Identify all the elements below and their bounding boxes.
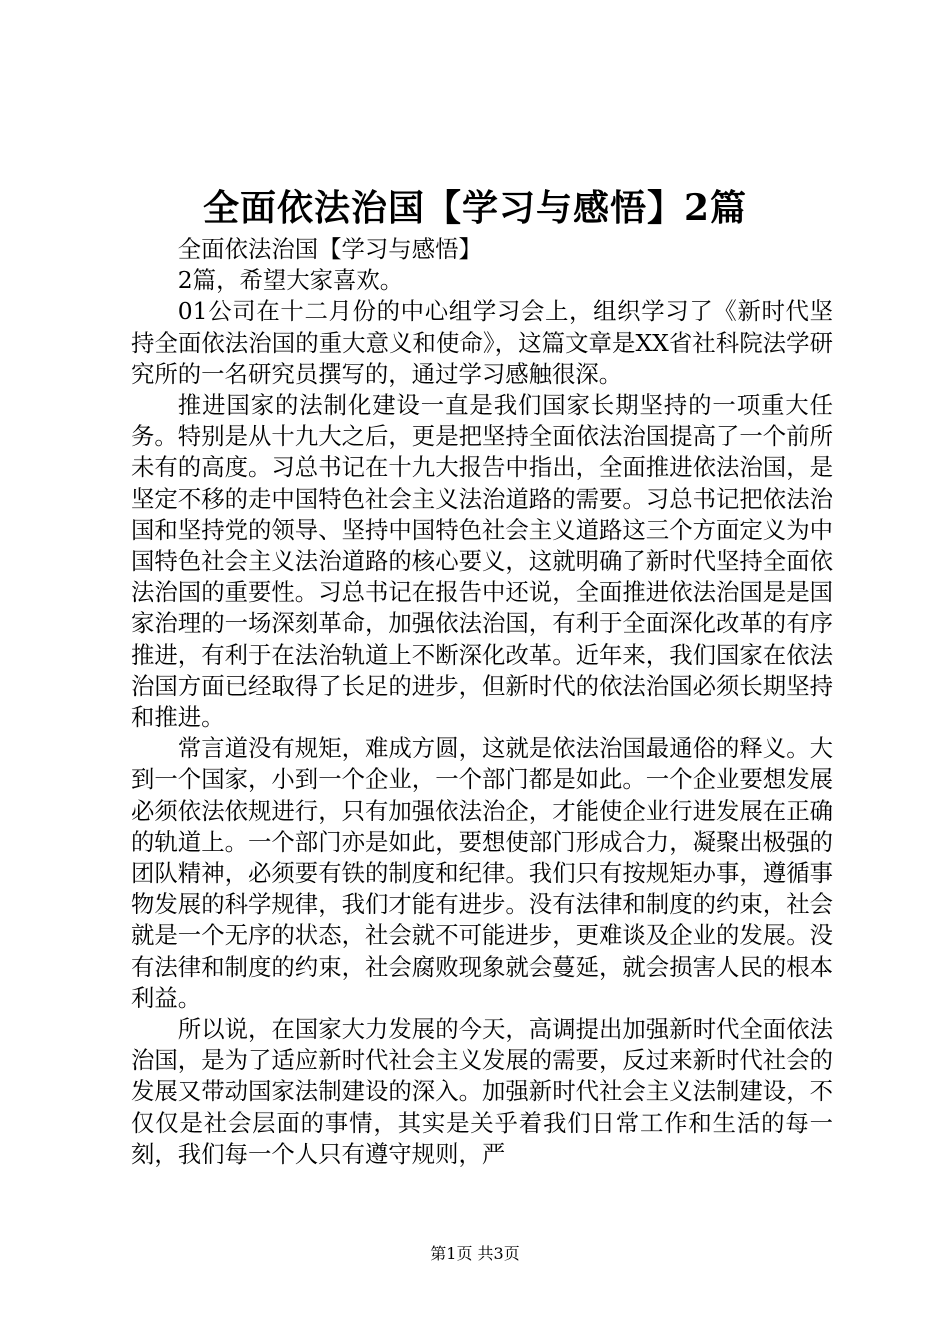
paragraph: 全面依法治国【学习与感悟】 (177, 235, 482, 263)
page-footer: 第1页 共3页 (430, 1244, 520, 1263)
document-body (131, 234, 833, 1170)
paragraph: 01公司在十二月份的中心组学习会上，组织学习了《新时代坚持全面依法治国的重大意义和使命》，这篇文章是XX省社科院法学研究所的一名研究员撰写的，通过学习感触很深。 (131, 297, 833, 388)
paragraph: 所以说，在国家大力发展的今天，高调提出加强新时代全面依法治国，是为了适应新时代社会主义发展的需要，反过来新时代社会的发展又带动国家法制建设的深入。加强新时代社会主义法制建设，不仅仅是社会层面的事情，其实是关乎着我们日常工作和生活的每一刻，我们每一个人只有遵守规则，严 (131, 1015, 833, 1168)
paragraph: 常言道没有规矩，难成方圆，这就是依法治国最通俗的释义。大到一个国家，小到一个企业，一个部门都是如此。一个企业要想发展必须依法依规进行，只有加强依法治企，才能使企业行进发展在正确的轨道上。一个部门亦是如此，要想使部门形成合力，凝聚出极强的团队精神，必须要有铁的制度和纪律。我们只有按规矩办事，遵循事物发展的科学规律，我们才能有进步。没有法律和制度的约束，社会就是一个无序的状态，社会就不可能进步，更难谈及企业的发展。没有法律和制度的约束，社会腐败现象就会蔓延，就会损害人民的根本利益。 (131, 734, 833, 1012)
document-title: 全面依法治国【学习与感悟】2篇 (202, 187, 748, 229)
paragraph: 2篇，希望大家喜欢。 (177, 266, 404, 295)
paragraph: 推进国家的法制化建设一直是我们国家长期坚持的一项重大任务。特别是从十九大之后，更是把坚持全面依法治国提高了一个前所未有的高度。习总书记在十九大报告中指出，全面推进依法治国，是坚定不移的走中国特色社会主义法治道路的需要。习总书记把依法治国和坚持党的领导、坚持中国特色社会主义道路这三个方面定义为中国特色社会主义法治道路的核心要义，这就明确了新时代坚持全面依法治国的重要性。习总书记在报告中还说，全面推进依法治国是是国家治理的一场深刻革命，加强依法治国，有利于全面深化改革的有序推进，有利于在法治轨道上不断深化改革。近年来，我们国家在依法治国方面已经取得了长足的进步，但新时代的依法治国必须长期坚持和推进。 (131, 391, 833, 732)
